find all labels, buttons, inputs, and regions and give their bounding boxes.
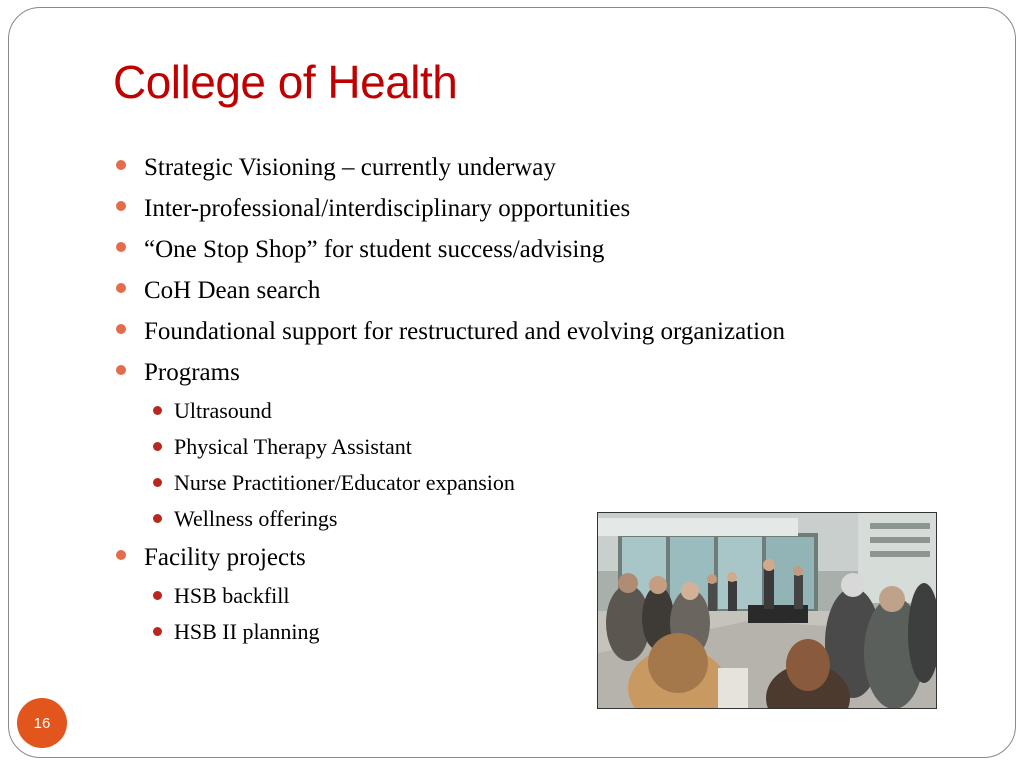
sub-bullet-hsb-ii-planning: HSB II planning (116, 614, 785, 650)
page-number-badge: 16 (17, 698, 67, 748)
bullet-facility-projects: Facility projects (116, 537, 785, 578)
sub-bullet-hsb-backfill: HSB backfill (116, 578, 785, 614)
slide-title: College of Health (113, 56, 458, 108)
bullet-programs: Programs (116, 352, 785, 393)
sub-bullet-physical-therapy-assistant: Physical Therapy Assistant (116, 429, 785, 465)
bullet-strategic-visioning: Strategic Visioning – currently underway (116, 147, 785, 188)
sub-bullet-nurse-practitioner: Nurse Practitioner/Educator expansion (116, 465, 785, 501)
ceremony-photo (597, 512, 937, 709)
bullet-foundational-support: Foundational support for restructured and evolving organization (116, 311, 785, 352)
bullet-dean-search: CoH Dean search (116, 270, 785, 311)
sub-bullet-ultrasound: Ultrasound (116, 393, 785, 429)
bullet-interprofessional: Inter-professional/interdisciplinary opportunities (116, 188, 785, 229)
bullet-one-stop-shop: “One Stop Shop” for student success/advising (116, 229, 785, 270)
sub-bullet-wellness: Wellness offerings (116, 501, 785, 537)
